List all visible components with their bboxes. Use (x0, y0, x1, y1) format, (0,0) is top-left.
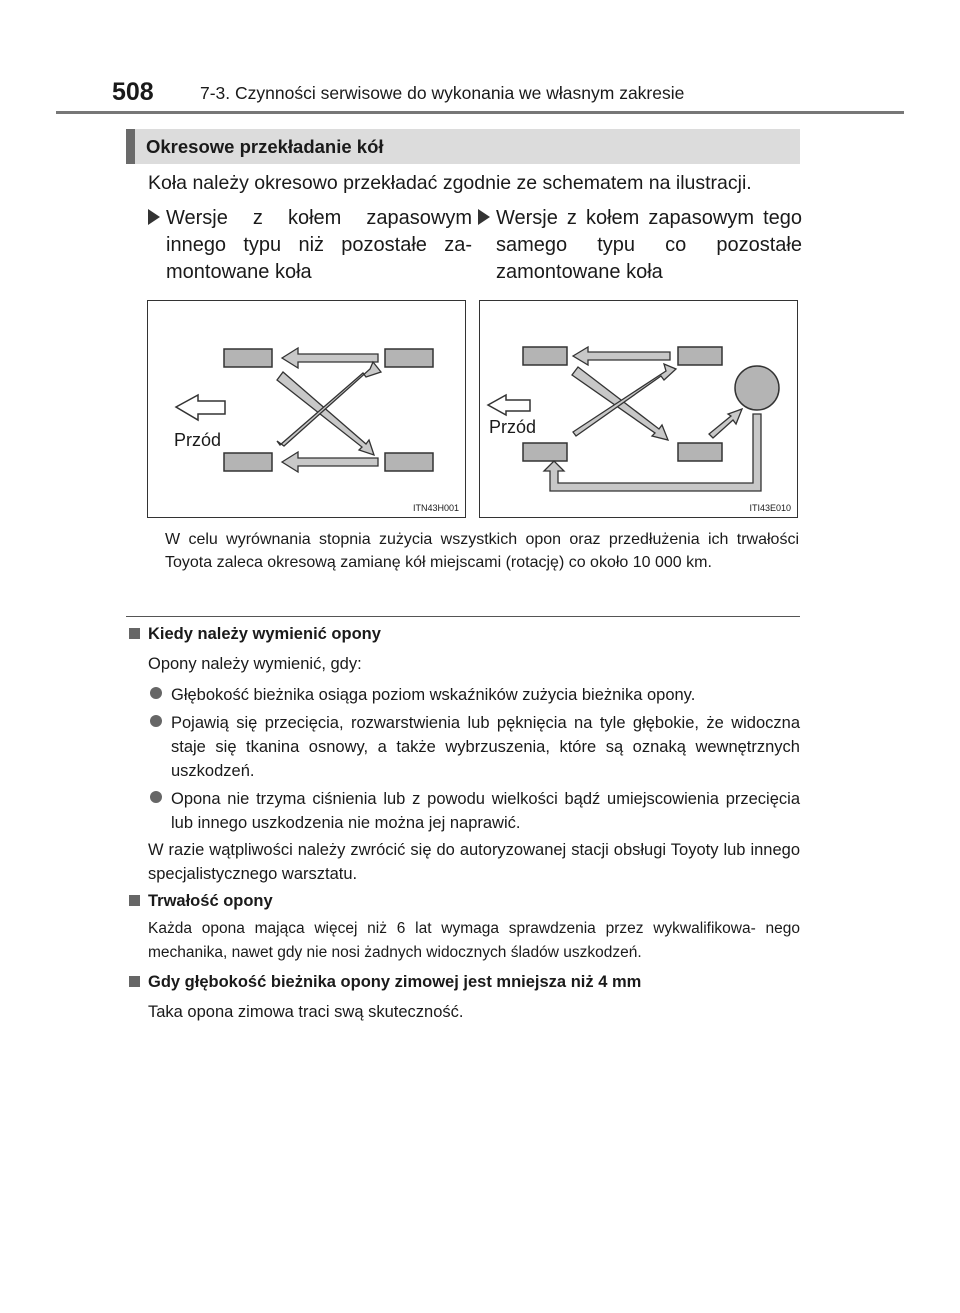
rotation-diagram-left (147, 300, 466, 518)
durability-text: Każda opona mająca więcej niż 6 lat wymaga sprawdzenia przez wykwalifikowa- nego mechanika, nawet gdy nie nosi żadnych widocznych śladów uszkodzeń. (148, 920, 800, 961)
section-stripe (126, 129, 135, 164)
replace-lead: Opony należy wymienić, gdy: (148, 655, 362, 673)
square-bullet-icon (129, 895, 140, 906)
replace-bullet-2 (171, 711, 800, 783)
circle-bullet-icon (150, 791, 162, 803)
square-bullet-icon (129, 628, 140, 639)
version-right-text: Wersje z kołem zapasowym tego samego typu co pozostałe zamontowane koła (496, 207, 802, 283)
tire-rear-right (385, 453, 433, 471)
durability-heading (148, 892, 273, 911)
arrow-diagonal-up (277, 362, 381, 446)
replace-note: W razie wątpliwości należy zwrócić się do autoryzowanej stacji obsługi Toyoty lub innego specjalistycznego warsztatu. (148, 841, 800, 883)
replace-heading (148, 625, 381, 644)
rotation-diagram-right-svg (480, 301, 799, 519)
tire-front-left (224, 349, 272, 367)
front-arrow-icon (488, 395, 530, 415)
figure-code-left: ITN43H001 (412, 503, 459, 513)
tire-rear-left (224, 453, 272, 471)
front-label-left: Przód (174, 430, 222, 450)
chapter-title: 7-3. Czynności serwisowe do wykonania we własnym zakresie (200, 83, 685, 103)
replace-heading-text: Kiedy należy wymienić opony (148, 625, 381, 643)
circle-bullet-icon (150, 715, 162, 727)
replace-bullet-1 (171, 683, 800, 707)
version-left (166, 205, 472, 286)
section-header (126, 129, 800, 164)
section-divider (126, 616, 800, 617)
winter-heading (148, 973, 641, 992)
spare-tire (735, 366, 779, 410)
triangle-bullet-icon (478, 209, 490, 225)
tire-front-right (385, 349, 433, 367)
durability-heading-text: Trwałość opony (148, 892, 273, 910)
header-divider (56, 111, 904, 114)
arrow-rear-to-spare (709, 409, 742, 438)
rotation-diagram-left-svg (148, 301, 467, 519)
arrow-top-to-left (573, 347, 670, 365)
tire-rear-right (678, 443, 722, 461)
square-bullet-icon (129, 976, 140, 987)
rotation-diagram-right (479, 300, 798, 518)
figure-code-right: ITI43E010 (749, 503, 791, 513)
replace-bullet-2-text: Pojawią się przecięcia, rozwarstwienia lub pęknięcia na tyle głębokie, że widoczna staje się tkanina osnowy, a także wybrzuszenia, które są oznaką wewnętrznych uszkodzeń. (171, 714, 800, 780)
tire-rear-left (523, 443, 567, 461)
version-left-text: Wersje z kołem zapasowym innego typu niż pozostałe za- montowane koła (166, 207, 472, 283)
version-right (496, 205, 802, 286)
replace-bullet-3-text: Opona nie trzyma ciśnienia lub z powodu wielkości bądź umiejscowienia przecięcia lub innego uszkodzenia nie można jej naprawić. (171, 790, 800, 832)
section-title: Okresowe przekładanie kół (146, 136, 384, 157)
winter-heading-text: Gdy głębokość bieżnika opony zimowej jest mniejsza niż 4 mm (148, 973, 642, 991)
tire-front-right (678, 347, 722, 365)
arrow-diagonal-down (277, 372, 374, 455)
triangle-bullet-icon (148, 209, 160, 225)
replace-bullet-1-text: Głębokość bieżnika osiąga poziom wskaźników zużycia bieżnika opony. (171, 686, 696, 704)
front-label-right: Przód (489, 417, 537, 437)
tire-front-left (523, 347, 567, 365)
arrow-top-to-left (282, 348, 378, 368)
page-number: 508 (112, 78, 154, 106)
replace-bullet-3 (171, 787, 800, 835)
section-intro: Koła należy okresowo przekładać zgodnie ze schematem na ilustracji. (148, 172, 752, 194)
arrow-bottom-to-left (282, 452, 378, 472)
diagram-caption: W celu wyrównania stopnia zużycia wszystkich opon oraz przedłużenia ich trwałości Toyota zaleca okresową zamianę kół miejscami (rotację) co około 10 000 km. (165, 531, 799, 571)
circle-bullet-icon (150, 687, 162, 699)
front-arrow-icon (176, 395, 225, 420)
winter-text: Taka opona zimowa traci swą skuteczność. (148, 1003, 464, 1021)
